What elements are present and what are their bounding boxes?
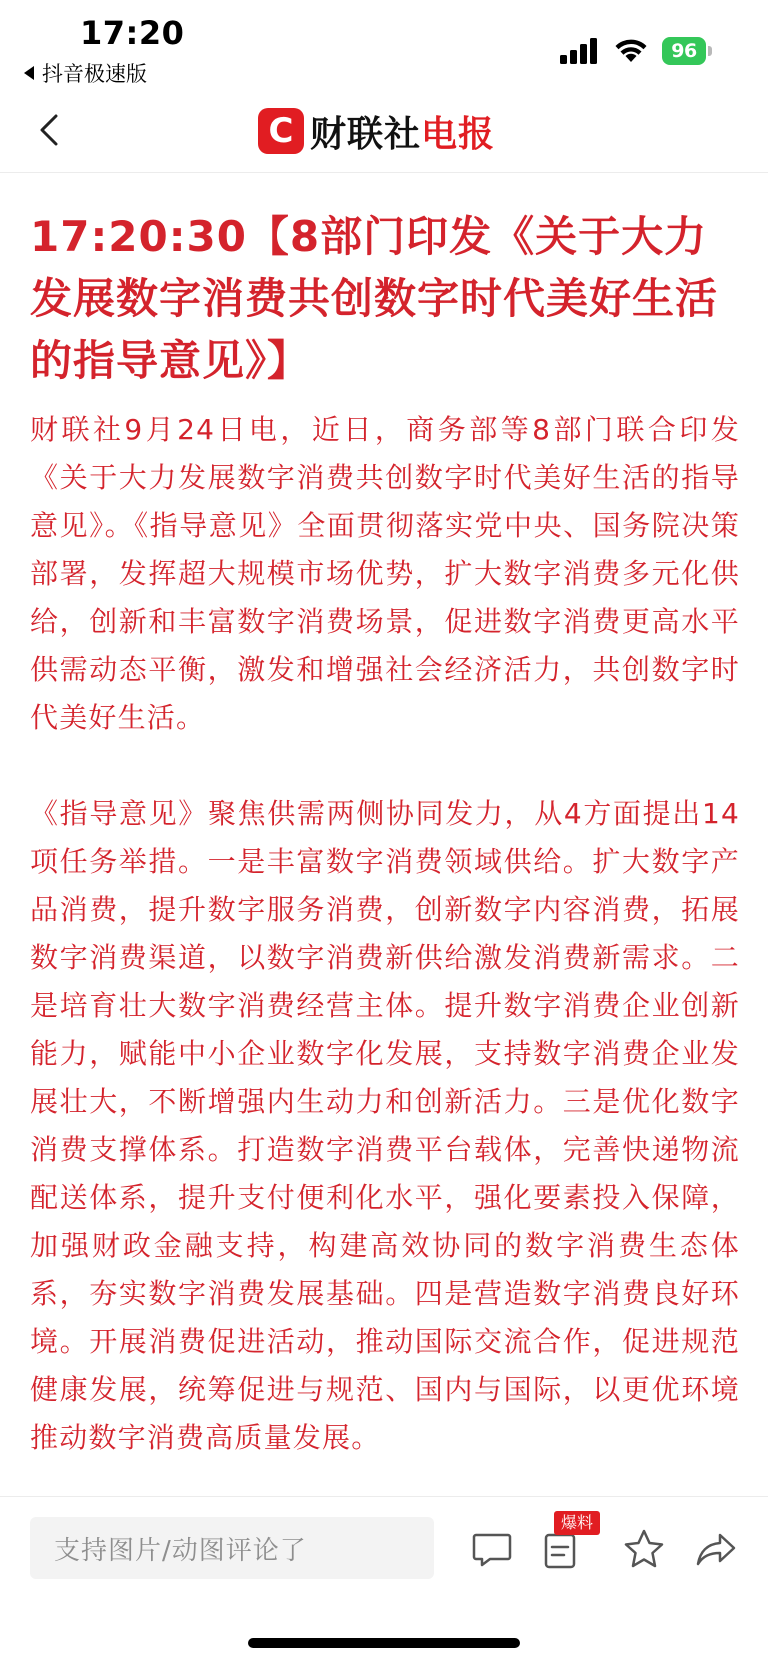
- status-time: 17:20: [80, 14, 185, 52]
- brand-logo-letter: C: [268, 111, 294, 151]
- wifi-icon: [614, 36, 648, 64]
- article: [30, 206, 740, 1496]
- comment-placeholder: 支持图片/动图评论了: [54, 1535, 307, 1566]
- brand: [258, 104, 495, 158]
- comment-input[interactable]: [30, 1517, 434, 1579]
- back-to-app-label: 抖音极速版: [42, 62, 147, 86]
- battery-icon: [662, 37, 712, 65]
- article-paragraph-1: 财联社9月24日电，近日，商务部等8部门联合印发《关于大力发展数字消费共创数字时代美好生活的指导意见》。《指导意见》全面贯彻落实党中央、国务院决策部署，发挥超大规模市场优势，扩大数字消费多元化供给，创新和丰富数字消费场景，促进数字消费更高水平供需动态平衡，激发和增强社会经济活力，共创数字时代美好生活。: [30, 413, 740, 734]
- comment-icon[interactable]: [470, 1527, 514, 1571]
- back-to-app-link[interactable]: [24, 58, 147, 88]
- brand-name-part1: 财联社: [310, 113, 422, 155]
- report-badge: 爆料: [554, 1511, 600, 1535]
- back-triangle-icon: [24, 66, 34, 80]
- nav-header: [0, 92, 768, 173]
- article-paragraph-2: 《指导意见》聚焦供需两侧协同发力，从4方面提出14项任务举措。一是丰富数字消费领域供给。扩大数字产品消费，提升数字服务消费，创新数字内容消费，拓展数字消费渠道，以数字消费新供给激发消费新需求。二是培育壮大数字消费经营主体。提升数字消费企业创新能力，赋能中小企业数字化发展，支持数字消费企业发展壮大，不断增强内生动力和创新活力。三是优化数字消费支撑体系。打造数字消费平台载体，完善快递物流配送体系，提升支付便利化水平，强化要素投入保障，加强财政金融支持，构建高效协同的数字消费生态体系，夯实数字消费发展基础。四是营造数字消费良好环境。开展消费促进活动，推动国际交流合作，促进规范健康发展，统筹促进与规范、国内与国际，以更优环境推动数字消费高质量发展。: [30, 797, 740, 1454]
- chevron-left-icon[interactable]: [36, 110, 66, 150]
- battery-cap: [708, 46, 712, 56]
- battery-level: 96: [662, 37, 706, 65]
- article-headline: 17:20:30【8部门印发《关于大力发展数字消费共创数字时代美好生活的指导意见》】: [30, 212, 719, 385]
- share-icon[interactable]: [694, 1527, 738, 1571]
- bottom-action-bar: [0, 1496, 768, 1663]
- brand-name-part2: 电报: [421, 113, 496, 155]
- brand-logo-icon: [258, 108, 304, 154]
- status-bar: [0, 0, 768, 92]
- home-indicator: [248, 1638, 520, 1648]
- signal-icon: [560, 38, 600, 64]
- star-icon[interactable]: [622, 1527, 666, 1571]
